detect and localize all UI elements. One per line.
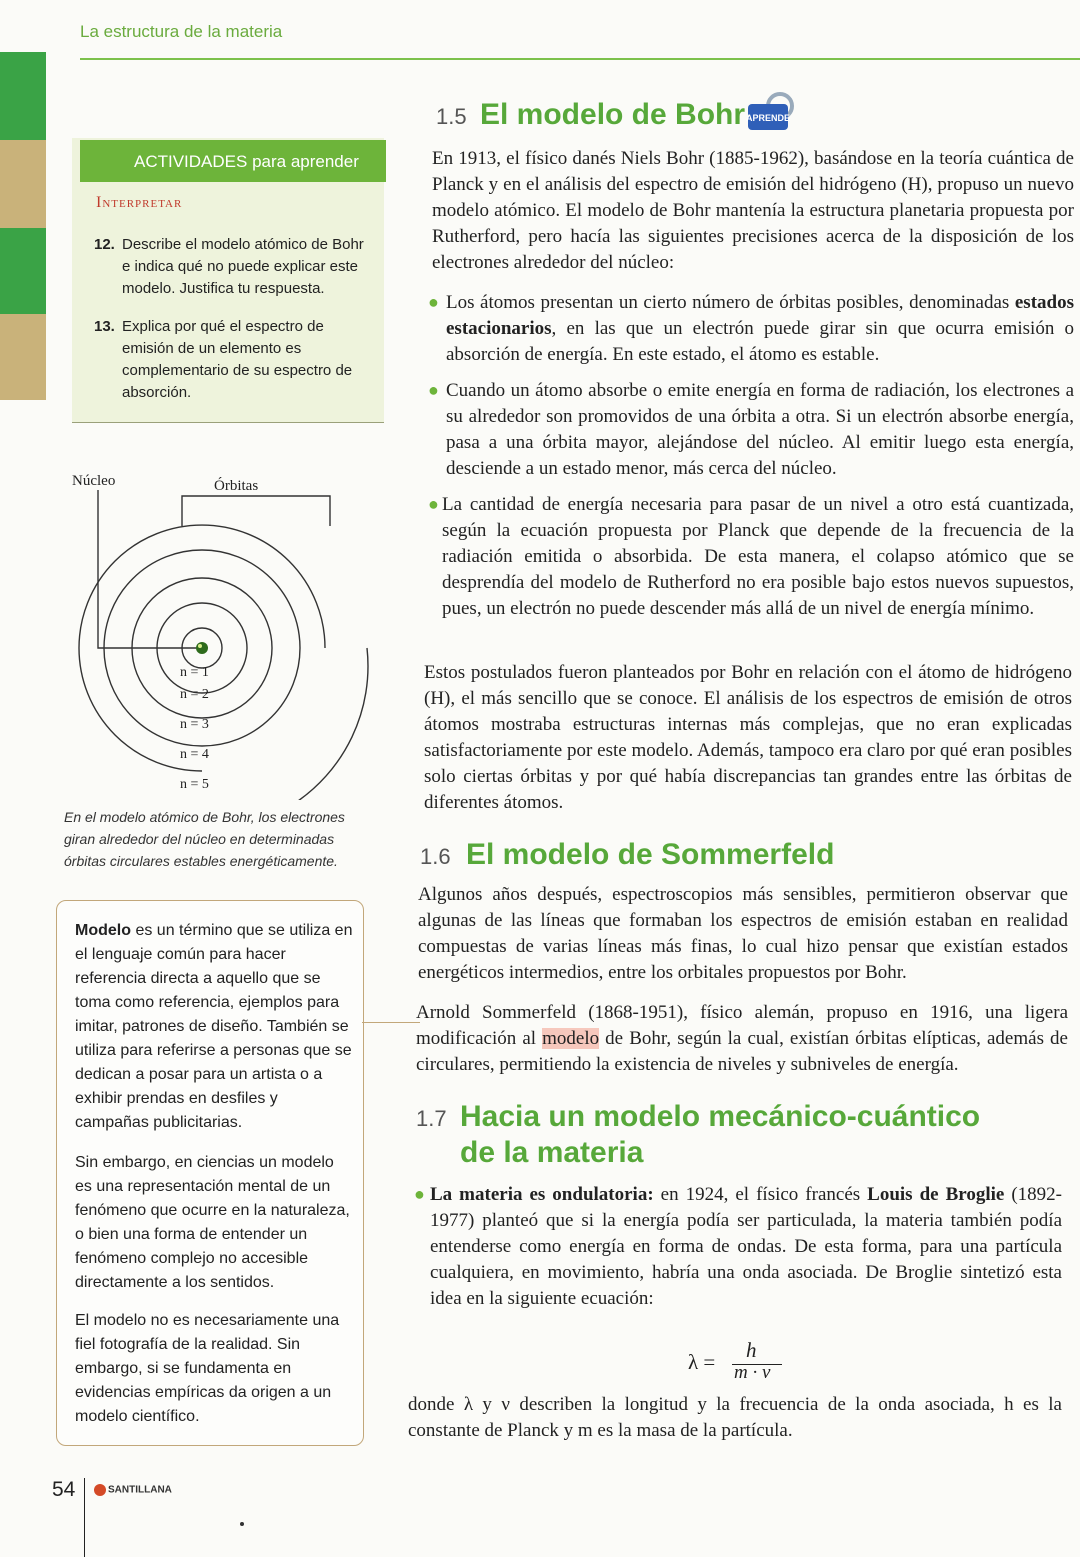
bullet-icon: ● xyxy=(414,1184,425,1204)
running-title: La estructura de la materia xyxy=(80,22,283,41)
glossary-term: Modelo xyxy=(75,922,131,939)
sommerfeld-paragraph-1: Algunos años después, espectroscopios más sensibles, permitieron observar que algunas de las líneas que formaban los espectros de emisión estaban en realidad compuestas de varias líneas más finas, lo cual hizo pensar que existían estados energéticos intermedios, entre los orbitales propuestos por Bohr. xyxy=(418,884,1068,983)
de-broglie-equation xyxy=(688,1338,808,1386)
level-label: n = 1 xyxy=(180,665,209,680)
bohr-postulate-3: La cantidad de energía necesaria para pasar de un nivel a otro está cuantizada, según la ecuación propuesta por Planck que depende de la frecuencia de la radiación emitida o absorbida. De esta manera, el colapso atómico que se desprendía del modelo de Rutherford no era posible bajo estos nuevos supuestos, pues, un electrón no puede descender más allá de un nivel de energía mínimo. xyxy=(442,494,1074,619)
level-label: n = 5 xyxy=(180,777,209,792)
section-number: 1.6 xyxy=(420,844,451,869)
bold-lead: La materia es ondulatoria: xyxy=(430,1184,654,1205)
footer-rule xyxy=(84,1478,85,1557)
orbit-n5-top xyxy=(79,525,325,648)
side-tab-tan-2 xyxy=(0,314,46,400)
activities-title: ACTIVIDADES para aprender xyxy=(134,152,359,171)
sommerfeld-paragraph-2 xyxy=(416,1000,1068,1078)
section-title-quantum-line1: Hacia un modelo mecánico-cuántico xyxy=(460,1100,981,1133)
activity-item xyxy=(94,316,374,404)
bohr-postulate-1 xyxy=(446,290,1074,368)
equation-numerator: h xyxy=(746,1338,757,1362)
side-tab-green xyxy=(0,52,46,140)
bohr-intro-paragraph: En 1913, el físico danés Niels Bohr (1885-1962), basándose en la teoría cuántica de Planck y en el análisis del espectro de emisión del hidrógeno (H), propuso un nuevo modelo atómico. El modelo de Bohr mantenía la estructura planetaria propuesta por Rutherford, pero hacía las siguientes precisiones acerca de la disposición de los electrones alrededor del núcleo: xyxy=(432,148,1074,273)
level-label: n = 4 xyxy=(180,747,209,762)
section-number: 1.5 xyxy=(436,104,467,129)
publisher-logo xyxy=(94,1484,172,1496)
highlighted-term[interactable]: modelo xyxy=(542,1028,600,1049)
activities-box xyxy=(72,138,384,423)
activity-item xyxy=(94,234,374,300)
glossary-connector-line xyxy=(362,1022,420,1023)
postulate-term: estados estacionarios xyxy=(446,292,1074,339)
page-dot xyxy=(240,1522,244,1526)
orbits-bracket xyxy=(182,496,330,526)
level-label: n = 3 xyxy=(180,717,209,732)
badge-label: APRENDE xyxy=(746,113,791,123)
postulate-text: , en las que un electrón puede girar sin que ocurra emisión o absorción de energía. En este estado, el átomo es estable. xyxy=(446,318,1074,365)
orbits-label: Órbitas xyxy=(214,478,259,494)
equation-explanation: donde λ y ν describen la longitud y la frecuencia de la onda asociada, h es la constante de Planck y m es la masa de la partícula. xyxy=(408,1394,1062,1441)
nucleus-highlight xyxy=(198,644,202,648)
side-tab-tan xyxy=(0,140,46,228)
diagram-caption: En el modelo atómico de Bohr, los electrones giran alrededor del núcleo en determinadas órbitas circulares estables energéticamente. xyxy=(64,809,345,869)
paragraph-text: de Bohr, según la cual, existían órbitas elípticas, además de circulares, permitiendo la existencia de niveles y subniveles de energía. xyxy=(416,1028,1068,1075)
scientist-name: Louis de Broglie xyxy=(867,1184,1005,1205)
side-tab-green-2 xyxy=(0,228,46,314)
paragraph-text: (1892-1977) planteó que si la energía podía ser particulada, la materia también podía entenderse como energía en forma de ondas. De esta forma, para una partícula cualquiera, en movimiento, habría una onda asociada. De Broglie sintetizó esta idea en la siguiente ecuación: xyxy=(430,1184,1063,1309)
activity-number: 12. xyxy=(94,236,115,253)
glossary-text: es un término que se utiliza en el lenguaje común para hacer referencia directa a aquello que se toma como referencia, ejemplos para imitar, patrones de diseño. También se utiliza para referirse a personas que se dedican a posar para un artista o a exhibir prendas en desfiles y campañas publicitarias. xyxy=(75,922,353,1131)
brand-name: SANTILLANA xyxy=(108,1484,172,1496)
activity-text: Describe el modelo atómico de Bohr e indica qué no puede explicar este modelo. Justifica tu respuesta. xyxy=(122,236,364,297)
activities-subtitle: Interpretar xyxy=(96,194,183,211)
activity-number: 13. xyxy=(94,318,115,335)
bohr-atom-diagram xyxy=(62,460,392,800)
section-title-sommerfeld: El modelo de Sommerfeld xyxy=(466,838,835,871)
glossary-definition xyxy=(75,919,353,1135)
nucleus-icon xyxy=(196,642,208,654)
nucleus-label: Núcleo xyxy=(72,473,116,489)
equation-lhs: λ = xyxy=(688,1350,716,1374)
activities-header xyxy=(80,140,386,182)
top-divider xyxy=(80,58,1080,60)
page-number: 54 xyxy=(52,1478,76,1501)
glossary-paragraph: El modelo no es necesariamente una fiel fotografía de la realidad. Sin embargo, si se fundamenta en evidencias empíricas da origen a un modelo científico. xyxy=(75,1312,340,1425)
bohr-closing-paragraph: Estos postulados fueron planteados por Bohr en relación con el átomo de hidrógeno (H), el más sencillo que se conoce. El análisis de los espectros de emisión de otros átomos mostraba estructuras internas más complejas, que no eran explicadas satisfactoriamente por este modelo. Además, tampoco era claro por qué eran posibles solo ciertas órbitas y por qué había discrepancias tan grandes entre las órbitas de diferentes átomos. xyxy=(424,662,1072,813)
bullet-icon: ● xyxy=(428,494,439,514)
bohr-postulate-2: Cuando un átomo absorbe o emite energía en forma de radiación, los electrones a su alrededor son promovidos de una órbita a otra. Si un electrón absorbe energía, pasa a una órbita mayor, alejándose del núcleo. Al emitir luego esta energía, desciende a un estado menor, más cerca del núcleo. xyxy=(446,380,1074,479)
bullet-icon: ● xyxy=(428,380,439,400)
de-broglie-paragraph xyxy=(430,1182,1062,1312)
postulate-text: Los átomos presentan un cierto número de órbitas posibles, denominadas xyxy=(446,292,1015,313)
level-label: n = 2 xyxy=(180,687,209,702)
paragraph-text: Arnold Sommerfeld (1868-1951), físico alemán, propuso en 1916, una ligera modificación al xyxy=(416,1002,1068,1049)
glossary-box xyxy=(56,900,364,1446)
equation-denominator: m · v xyxy=(734,1362,771,1383)
section-number: 1.7 xyxy=(416,1106,447,1131)
activity-text: Explica por qué el espectro de emisión de un elemento es complementario de su espectro de absorción. xyxy=(122,318,353,401)
glossary-paragraph: Sin embargo, en ciencias un modelo es una representación mental de un fenómeno que ocurre en la naturaleza, o bien una forma de entender un fenómeno complejo no accesible directamente a los sentidos. xyxy=(75,1154,350,1291)
paragraph-text: en 1924, el físico francés xyxy=(653,1184,868,1205)
section-title-bohr: El modelo de Bohr xyxy=(480,98,746,131)
outer-orbit-arc xyxy=(292,648,368,800)
brand-icon xyxy=(94,1484,106,1496)
section-title-quantum-line2: de la materia xyxy=(460,1136,644,1169)
bullet-icon: ● xyxy=(428,292,439,312)
aprende-badge-icon xyxy=(746,90,798,136)
